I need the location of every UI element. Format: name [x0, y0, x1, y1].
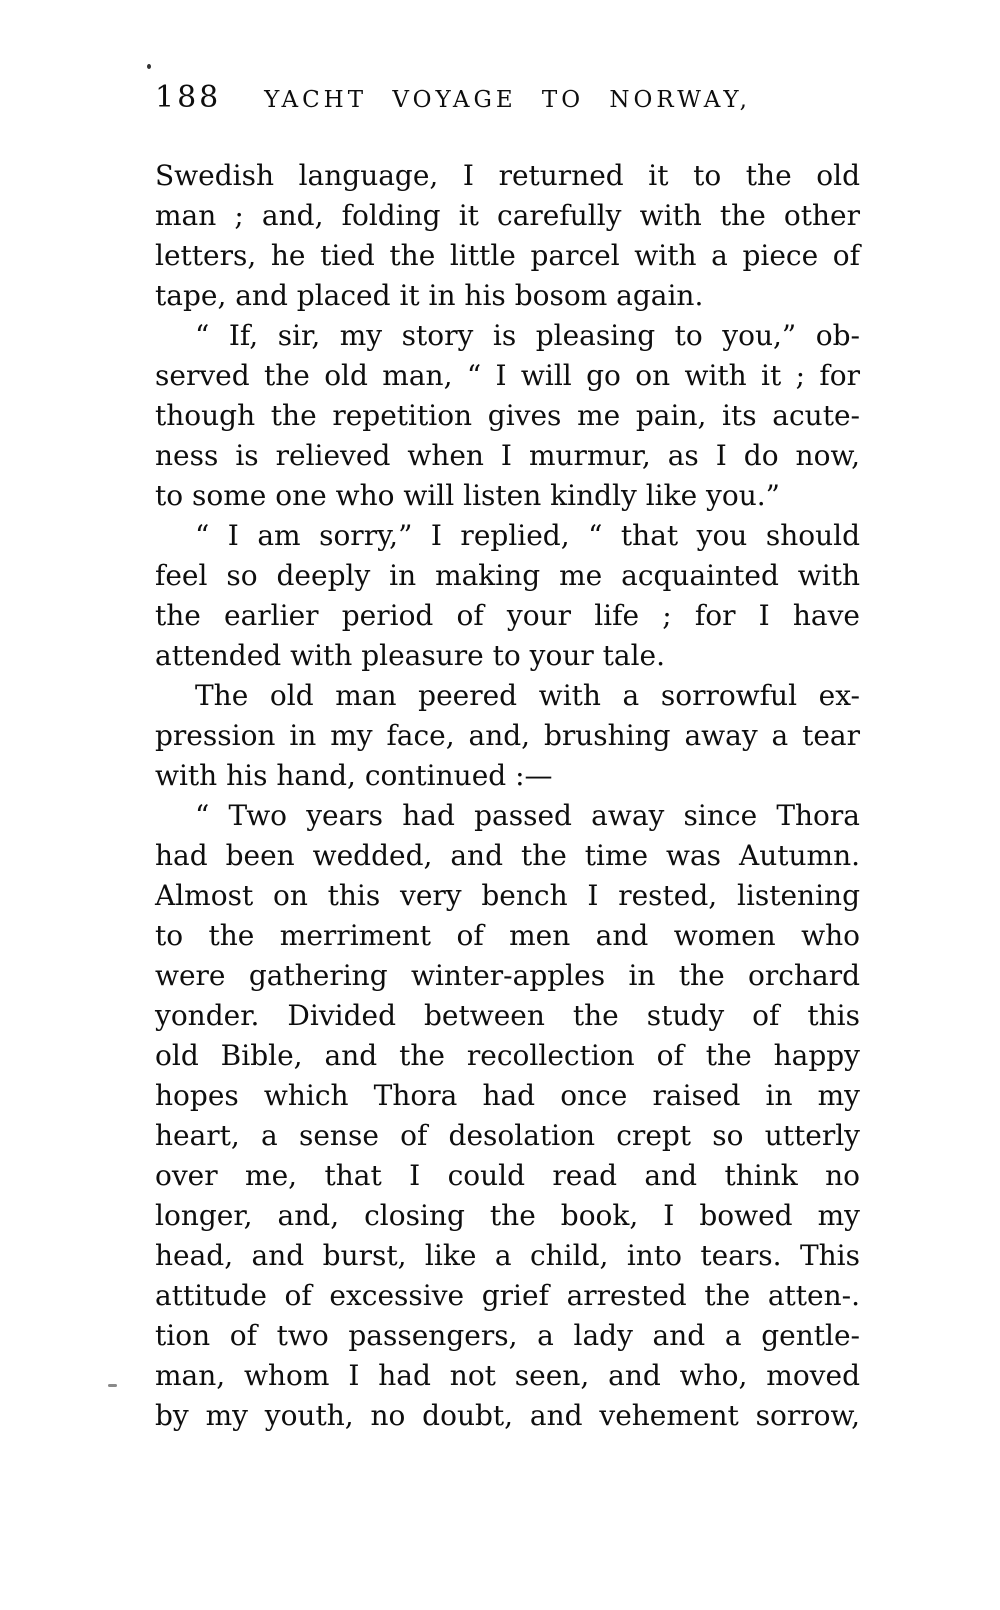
text-line: yonder. Divided between the study of this	[155, 999, 860, 1032]
text-line: hopes which Thora had once raised in my	[155, 1079, 860, 1112]
text-line: letters, he tied the little parcel with a piece of	[155, 239, 860, 272]
text-line: “ Two years had passed away since Thora	[195, 799, 860, 832]
text-line: tion of two passengers, a lady and a gentle-	[155, 1319, 860, 1352]
text-line: Swedish language, I returned it to the old	[155, 159, 860, 192]
text-line: attended with pleasure to your tale.	[155, 639, 666, 672]
text-line: longer, and, closing the book, I bowed my	[155, 1199, 860, 1232]
text-line: served the old man, “ I will go on with it ; for	[155, 359, 860, 392]
text-line: man, whom I had not seen, and who, moved	[155, 1359, 860, 1392]
scan-speck	[108, 1384, 117, 1387]
text-line: feel so deeply in making me acquainted with	[155, 559, 860, 592]
text-line: by my youth, no doubt, and vehement sorrow,	[155, 1399, 860, 1432]
page-header	[155, 80, 860, 120]
text-line: head, and burst, like a child, into tears. This	[155, 1239, 860, 1272]
text-line: attitude of excessive grief arrested the atten-.	[155, 1279, 860, 1312]
text-line: tape, and placed it in his bosom again.	[155, 279, 704, 312]
text-line: had been wedded, and the time was Autumn.	[155, 839, 860, 872]
text-line: heart, a sense of desolation crept so utterly	[155, 1119, 860, 1152]
text-line: Almost on this very bench I rested, listening	[155, 879, 860, 912]
text-line: with his hand, continued :—	[155, 759, 553, 792]
text-line: “ I am sorry,” I replied, “ that you should	[195, 519, 860, 552]
page-body	[155, 156, 860, 1436]
running-head: YACHT VOYAGE TO NORWAY,	[264, 87, 751, 113]
text-line: The old man peered with a sorrowful ex-	[195, 679, 860, 712]
text-line: to the merriment of men and women who	[155, 919, 860, 952]
page-number: 188	[155, 80, 222, 115]
text-line: old Bible, and the recollection of the happy	[155, 1039, 860, 1072]
text-line: pression in my face, and, brushing away a tear	[155, 719, 860, 752]
text-line: ness is relieved when I murmur, as I do now,	[155, 439, 860, 472]
text-line: to some one who will listen kindly like you.”	[155, 479, 780, 512]
scan-speck	[147, 64, 151, 69]
text-line: though the repetition gives me pain, its acute-	[155, 399, 860, 432]
text-line: man ; and, folding it carefully with the other	[155, 199, 860, 232]
text-line: over me, that I could read and think no	[155, 1159, 860, 1192]
text-line: “ If, sir, my story is pleasing to you,” ob-	[195, 319, 860, 352]
text-line: the earlier period of your life ; for I have	[155, 599, 860, 632]
text-line: were gathering winter-apples in the orchard	[155, 959, 860, 992]
